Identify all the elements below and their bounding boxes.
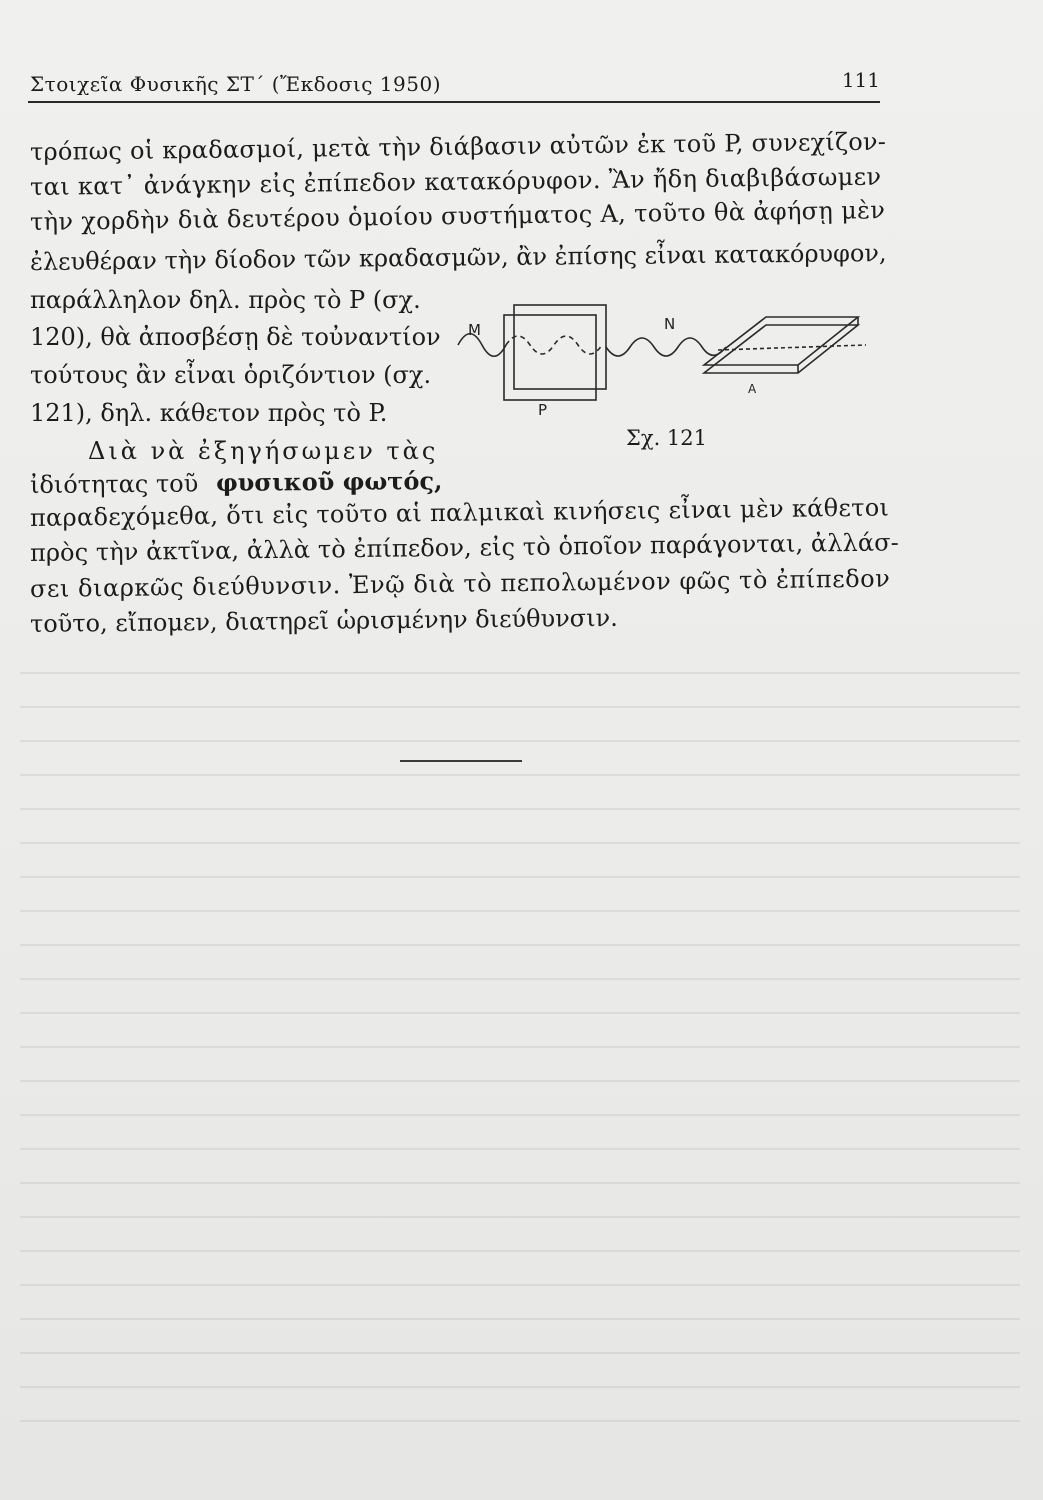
text-line: ται κατ᾿ ἀνάγκην εἰς ἐπίπεδον κατακόρυφον. Ἂν ἤδη διαβιβάσωμεν — [29, 162, 882, 201]
text-line: πρὸς τὴν ἀκτῖνα, ἀλλὰ τὸ ἐπίπεδον, εἰς τὸ ὁποῖον παράγονται, ἀλλάσ- — [29, 528, 900, 567]
polarizer-frame-back — [514, 305, 606, 389]
text-line: ἐλευθέραν τὴν δίοδον τῶν κραδασμῶν, ἂν ἐπίσης εἶναι κατακόρυφον, — [29, 239, 887, 276]
text-line: Διὰ νὰ ἐξηγήσωμεν τὰς — [88, 437, 439, 465]
figure-label-n: N — [664, 315, 676, 333]
text-line: τὴν χορδὴν διὰ δευτέρου ὁμοίου συστήματος A, τοῦτο θὰ ἀφήσῃ μὲν — [29, 196, 886, 236]
figure-label-m: M — [468, 321, 481, 339]
text-line: τούτους ἂν εἶναι ὁριζόντιον (σχ. — [30, 361, 432, 389]
text-line: 121), δηλ. κάθετον πρὸς τὸ P. — [30, 399, 388, 427]
header-title: Στοιχεῖα Φυσικῆς ΣΤ΄ (Ἔκδοσις 1950) — [30, 72, 442, 96]
polarization-figure — [456, 295, 886, 425]
figure-label-p: P — [538, 401, 548, 419]
figure-caption: Σχ. 121 — [626, 426, 708, 450]
wave-transmitted — [606, 338, 726, 356]
text-line: σει διαρκῶς διεύθυνσιν. Ἐνῷ διὰ τὸ πεπολωμένον φῶς τὸ ἐπίπεδον — [29, 564, 891, 603]
text-line: τρόπως οἱ κραδασμοί, μετὰ τὴν διάβασιν αὐτῶν ἐκ τοῦ P, συνεχίζον- — [29, 127, 887, 166]
figure-label-a: A — [748, 382, 757, 396]
text-line: 120), θὰ ἀποσβέσῃ δὲ τοὐναντίον — [30, 323, 441, 351]
text-line: ἰδιότητας τοῦ — [29, 469, 199, 499]
text-line: παράλληλον δηλ. πρὸς τὸ P (σχ. — [30, 286, 421, 314]
bleed-through-text — [20, 650, 1020, 1430]
wave-incident — [458, 334, 506, 357]
text-line: παραδεχόμεθα, ὅτι εἰς τοῦτο αἱ παλμικαὶ κινήσεις εἶναι μὲν κάθετοι — [29, 493, 890, 532]
wave-inside-frame — [506, 336, 602, 354]
section-end-rule — [400, 760, 522, 762]
bold-term: φυσικοῦ φωτός, — [215, 466, 443, 497]
page-number: 111 — [841, 68, 880, 92]
polarizer-frame-front — [504, 315, 596, 400]
running-header — [30, 68, 880, 104]
header-rule — [28, 101, 880, 103]
text-line: τοῦτο, εἴπομεν, διατηρεῖ ὡρισμένην διεύθυνσιν. — [29, 603, 618, 638]
